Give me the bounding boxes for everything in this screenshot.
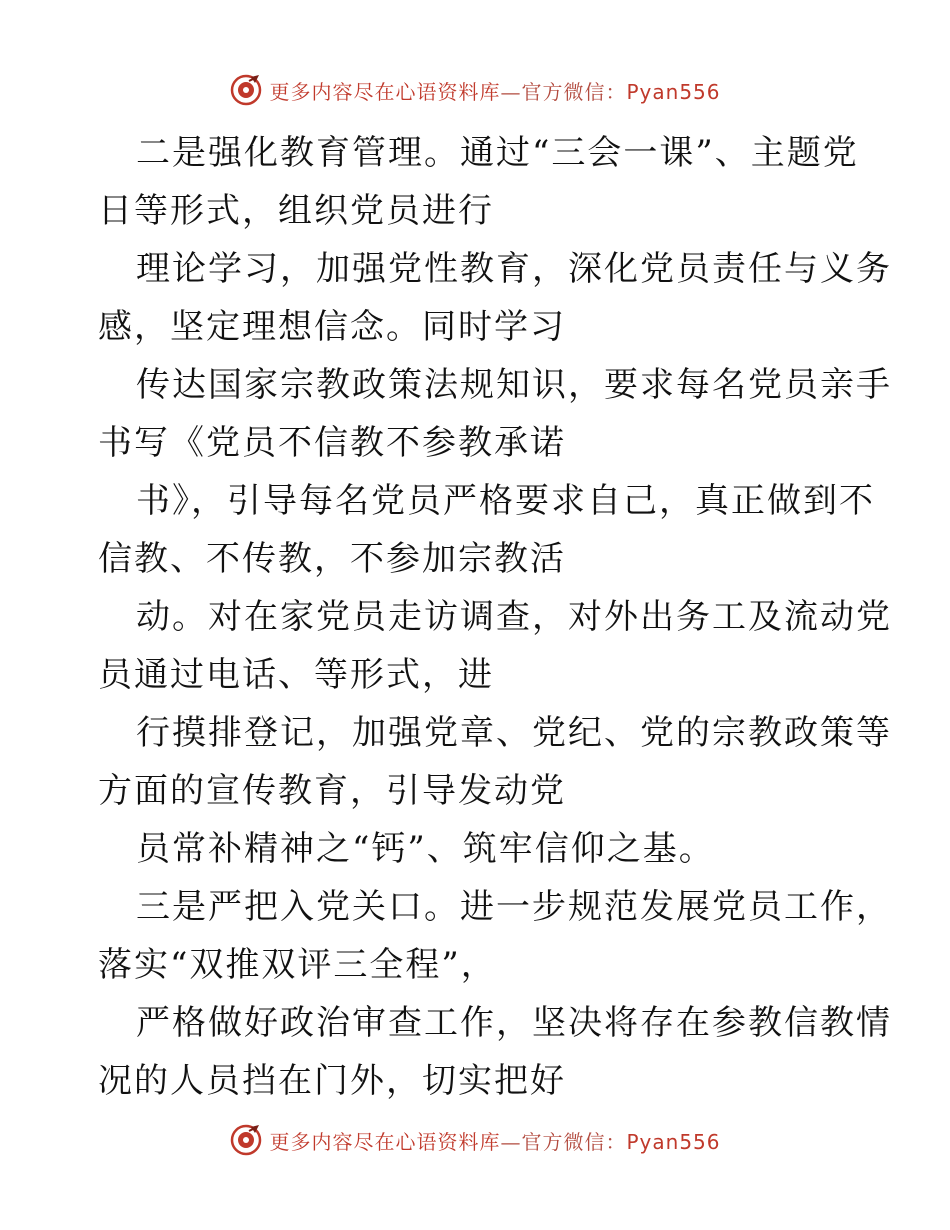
document-body	[98, 124, 892, 1110]
text-line: 严格做好政治审查工作，坚决将存在参教信教情	[136, 1003, 892, 1043]
text-line: 日等形式，组织党员进行	[98, 191, 494, 231]
text-line: 行摸排登记，加强党章、党纪、党的宗教政策等	[136, 713, 892, 753]
text-line: 方面的宣传教育，引导发动党	[98, 771, 566, 811]
watermark-sub-text: —官方微信：	[500, 1129, 627, 1154]
quill-logo-icon	[229, 1123, 263, 1157]
text-line: 感，坚定理想信念。同时学习	[98, 307, 566, 347]
text-line: 员常补精神之“钙”、筑牢信仰之基。	[136, 829, 715, 869]
text-line: 况的人员挡在门外，切实把好	[98, 1061, 566, 1101]
quill-logo-icon	[229, 73, 263, 107]
text-line: 落实“双推双评三全程”，	[98, 945, 497, 985]
watermark-main-text: 更多内容尽在心语资料库	[269, 1129, 501, 1154]
text-line: 信教、不传教，不参加宗教活	[98, 539, 566, 579]
text-line: 二是强化教育管理。通过“三会一课”、主题党	[136, 133, 859, 173]
text-line: 书》，引导每名党员严格要求自己，真正做到不	[136, 481, 875, 521]
text-line: 理论学习，加强党性教育，深化党员责任与义务	[136, 249, 892, 289]
text-line: 员通过电话、等形式，进	[98, 655, 494, 695]
text-line: 传达国家宗教政策法规知识，要求每名党员亲手	[136, 365, 892, 405]
watermark-sub-text: —官方微信：	[500, 79, 627, 104]
footer-watermark	[0, 1120, 950, 1160]
text-line: 动。对在家党员走访调查，对外出务工及流动党	[136, 597, 892, 637]
watermark-main-text: 更多内容尽在心语资料库	[269, 79, 501, 104]
watermark-id-text: Pyan556	[626, 79, 721, 104]
watermark-id-text: Pyan556	[626, 1129, 721, 1154]
header-watermark	[0, 70, 950, 110]
text-line: 书写《党员不信教不参教承诺	[98, 423, 566, 463]
text-line: 三是严把入党关口。进一步规范发展党员工作，	[136, 887, 892, 927]
